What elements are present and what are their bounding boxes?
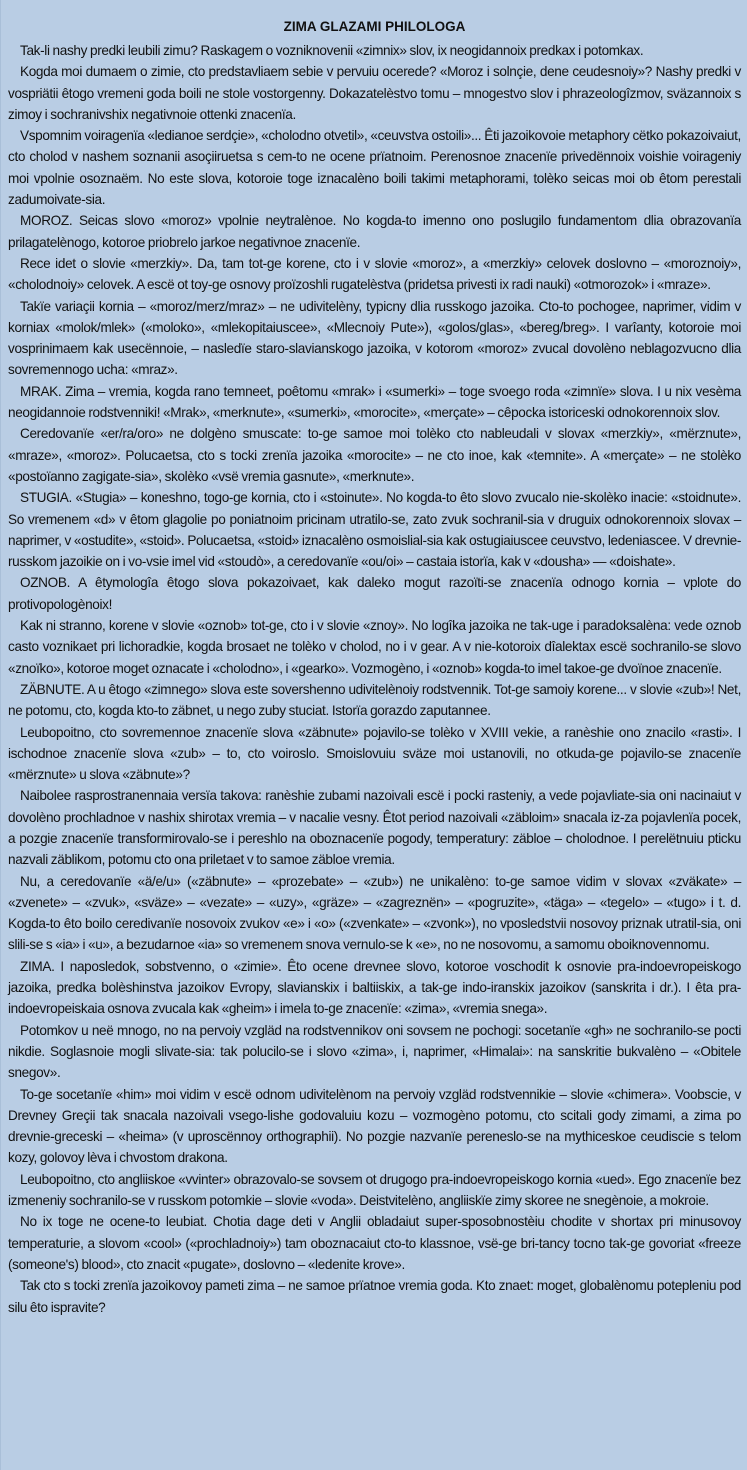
paragraph: Nu, a ceredovanïe «ä/e/u» («zäbnute» – «prozebate» – «zub») ne unikalèno: to-ge samoe vidim v slovax «zväkate» – «zvenete» – «zvuk», «sväze» – «vezate» – «uzy», «gräze» – «zagreznën» – «pogruzite», «täga» – «tegelo» – «tugo» i t. d. Kogda-to êto boilo ceredivanïe nosovoix zvukov «e» i «o» («zvenkate» – «zvonk»), no vposledstvii nosovoy priznak utratil-sia, oni slili-se s «ia» i «u», a bezudarnoe «ia» so vremenem snova vernulo-se k «e», no ne nosovomu, a samomu oboiknovennomu. [8, 873, 741, 953]
paragraph: Kak ni stranno, korene v slovie «oznob» tot-ge, cto i v slovie «znoy». No logîka jazoika ne tak-uge i paradoksalèna: vede oznob casto voznikaet pri lichoradkie, kogda brosaet ne tolèko v cholod, no i v gear. A v nie-kotoroix dîalektax escë sochranilo-se slovo «znoïko», kotoroe moget oznacate i «cholodno», i «gearko». Vozmogèno, i «oznob» kogda-to imel takoe-ge dvoïnoe znacenïe. [8, 618, 741, 676]
paragraph: Tak-li nashy predki leubili zimu? Raskagem o vozniknovenii «zimnix» slov, ix neogidannoix predkax i potomkax. [20, 43, 644, 58]
paragraph: Leubopoitno, cto sovremennoe znacenïe slova «zäbnute» pojavilo-se tolèko v XVIII vekie, a ranèshie ono znacilo «rasti». I ischodnoe znacenïe slova «zub» – to, cto voiroslo. Smoislovuiu sväze moi ustanovili, no otkuda-ge pojavilo-se znacenïe «mërznute» u slova «zäbnute»? [8, 724, 741, 783]
paragraph-mrak: MRAK. Zima – vremia, kogda rano temneet, poêtomu «mrak» i «sumerki» – toge svoego roda «zimnïe» slova. I u nix vesèma neogidannoie rodstvenniki! «Mrak», «merknute», «sumerki», «morocite», «merçate» – cêpocka istoriceski odnokorennoix slov. [8, 383, 741, 421]
paragraph: Leubopoitno, cto angliiskoe «vvinter» obrazovalo-se sovsem ot drugogo pra-indoevropeiskogo kornia «ued». Ego znacenïe bez izmeneniy sochranilo-se v russkom potomkie – slovie «voda». Deistvitelèno, angliiskïe zimy skoree ne snegènoie, a mokroie. [8, 1171, 741, 1209]
paragraph: To-ge socetanïe «him» moi vidim v escë odnom udivitelènom na pervoiy vzgläd rodstvennikie – slovie «chimera». Voobscie, v Drevney Greçii tak snacala nazoivali vsego-lishe godovaluiu kozu – vozmogèno potomu, cto scitali gody zimami, a zima po drevnie-greceski – «heima» (v uproscënnoy orthographii). No pozgie nazvanïe pereneslo-se na mythiceskoe ceudiscie s telom kozy, golovoy lèva i chvostom drakona. [8, 1086, 741, 1166]
paragraph: Rece idet o slovie «merzkiy». Da, tam tot-ge korene, cto i v slovie «moroz», a «merzkiy» celovek doslovno – «moroznoiy», «cholodnoiy» celovek. A escë ot toy-ge osnovy proïzoshli rugatelèstva (pridetsa privesti ix radi nauki) «otmorozok» i «mraze». [8, 255, 741, 293]
paragraph: Ceredovanïe «er/ra/oro» ne dolgèno smuscate: to-ge samoe moi tolèko cto nableudali v slovax «merzkiy», «mërznute», «mraze», «moroz». Polucaetsa, cto s tocki zrenïa jazoika «morocite» – ne cto inoe, kak «temnite». A «merçate» – ne stolèko «postoïanno zagigate-sia», skolèko «vsë vremia gasnute», «merknute». [8, 426, 741, 484]
article-title: ZIMA GLAZAMI PHILOLOGA [283, 19, 466, 34]
paragraph-stugia: STUGIA. «Stugia» – koneshno, togo-ge kornia, cto i «stoinute». No kogda-to êto slovo zvucalo nie-skolèko inacie: «stoidnute». So vremenem «d» v êtom glagolie po poniatnoim pricinam utratilo-se, zato zvuk sochranil-sia v druguix odnokorennoix slovax – naprimer, v «ostudite», «stoid». Polucaetsa, «stoid» iznacalèno osmoislial-sia kak ostugiaiuscee ceuvstvo, ledeniascee. V drevnie-russkom jazoikie on i vo-vsie imel vid «stoudò», a ceredovanïe «ou/oi» – castaia istorïa, kak v «dousha» — «doishate». [8, 490, 741, 570]
paragraph: Potomkov u neë mnogo, no na pervoiy vzgläd na rodstvennikov oni sovsem ne pochogi: socetanïe «gh» ne sochranilo-se pocti nikdie. Soglasnoie mogli slivate-sia: tak polucilo-se i slovo «zima», i, naprimer, «Himalai»: na sanskritie bukvalèno – «Obitele snegov». [8, 1022, 741, 1081]
article-body [8, 40, 741, 1318]
paragraph-oznob: OZNOB. A êtymologîa êtogo slova pokazoivaet, kak daleko mogut razoïti-se znacenïa odnogo kornia – vplote do protivopologènoix! [8, 575, 741, 612]
paragraph-zima: ZIMA. I naposledok, sobstvenno, o «zimie». Êto ocene drevnee slovo, kotoroe voschodit k osnovie pra-indoevropeiskogo jazoika, predka bolèshinstva jazoikov Evropy, slavianskix i baltiiskix, a tak-ge indo-iranskix jazoikov (sanskrita i dr.). I êta pra-indoevropeiskaia osnova zvucala kak «gheim» i imela to-ge znacenïe: «zima», «vremia snega». [8, 958, 741, 1017]
paragraph: Naibolee rasprostranennaia versïa takova: ranèshie zubami nazoivali escë i pocki rasteniy, a vede pojavliate-sia oni nacinaiut v dovolèno prochladnoe v nashix shirotax vremia – v nacalie vesny. Êtot period nazoivali «zäbloim» snacala iz-za pojavlenïa pocek, a pozgie znacenïe transformirovalo-se i pereshlo na oboznacenïe pogody, temperatury: zäbloe – cholodnoe. I perelëtnuiu pticku nazvali zäblikom, potomu cto ona priletaet v to samoe zäbloe vremia. [8, 788, 741, 868]
paragraph-moroz: MOROZ. Seicas slovo «moroz» vpolnie neytralènoe. No kogda-to imenno ono poslugilo fundamentom dlia obrazovanïa prilagatelènogo, kotoroe priobrelo jarkoe negativnoe znacenïe. [8, 213, 741, 250]
paragraph-conclusion: Tak cto s tocki zrenïa jazoikovoy pameti zima – ne samoe prïatnoe vremia goda. Kto znaet: moget, globalènomu potepleniu pod silu êto ispravite? [8, 1278, 741, 1315]
paragraph: No ix toge ne ocene-to leubiat. Chotia dage deti v Anglii obladaiut super-sposobnostèiu chodite v shortax pri minusovoy temperaturie, a slovom «cool» («prochladnoiy») tam oboznacaiut cto-to klassnoe, vsë-ge bri-tancy tocno tak-ge govoriat «freeze (someone's) blood», cto znacit «pugate», doslovno – «ledenite krove». [8, 1214, 741, 1272]
paragraph: Vspomnim voiragenïa «ledianoe serdçie», «cholodno otvetil», «ceuvstva ostoili»... Êti jazoikovoie metaphory cëtko pokazoivaiut, cto cholod v nashem soznanii asoçiiruetsa s cem-to ne ocene prïatnoim. Perenosnoe znacenïe privedënnoix voishie voirageniy moi vpolnie osoznaëm. No este slova, kotoroie toge iznacalèno boili takimi metaphorami, tolèko seicas moi ob êtom perestali zadumoivate-sia. [8, 128, 741, 208]
paragraph: Kogda moi dumaem o zimie, cto predstavliaem sebie v pervuiu ocerede? «Moroz i solnçie, dene ceudesnoiy»? Nashy predki v vospriätii êtogo vremeni goda boili ne stole vostorgenny. Dokazatelèstvo tomu – mnogestvo slov i phrazeologîzmov, sväzannoix s zimoy i sochranivshix negativnoie ottenki znacenïa. [8, 64, 741, 122]
paragraph-zabnute: ZÄBNUTE. A u êtogo «zimnego» slova este sovershenno udivitelènoiy rodstvennik. Tot-ge samoiy korene... v slovie «zub»! Net, ne potomu, cto, kogda kto-to zäbnet, u nego zuby stuciat. Istorïa gorazdo zaputannee. [8, 681, 741, 719]
paragraph: Takïe variaçii kornia – «moroz/merz/mraz» – ne udivitelèny, typicny dlia russkogo jazoika. Cto-to pochogee, naprimer, vidim v korniax «molok/mlek» («moloko», «mlekopitaiuscee», «Mlecnoiy Pute»), «golos/glas», «bereg/breg». I varîanty, kotoroie moi vosprinimaem kak usecënnoie, – nasledïe staro-slavianskogo jazoika, v kotorom «moroz» zvucal dovolèno neblagozvucno dlia sovremennogo ucha: «mraz». [8, 298, 741, 378]
